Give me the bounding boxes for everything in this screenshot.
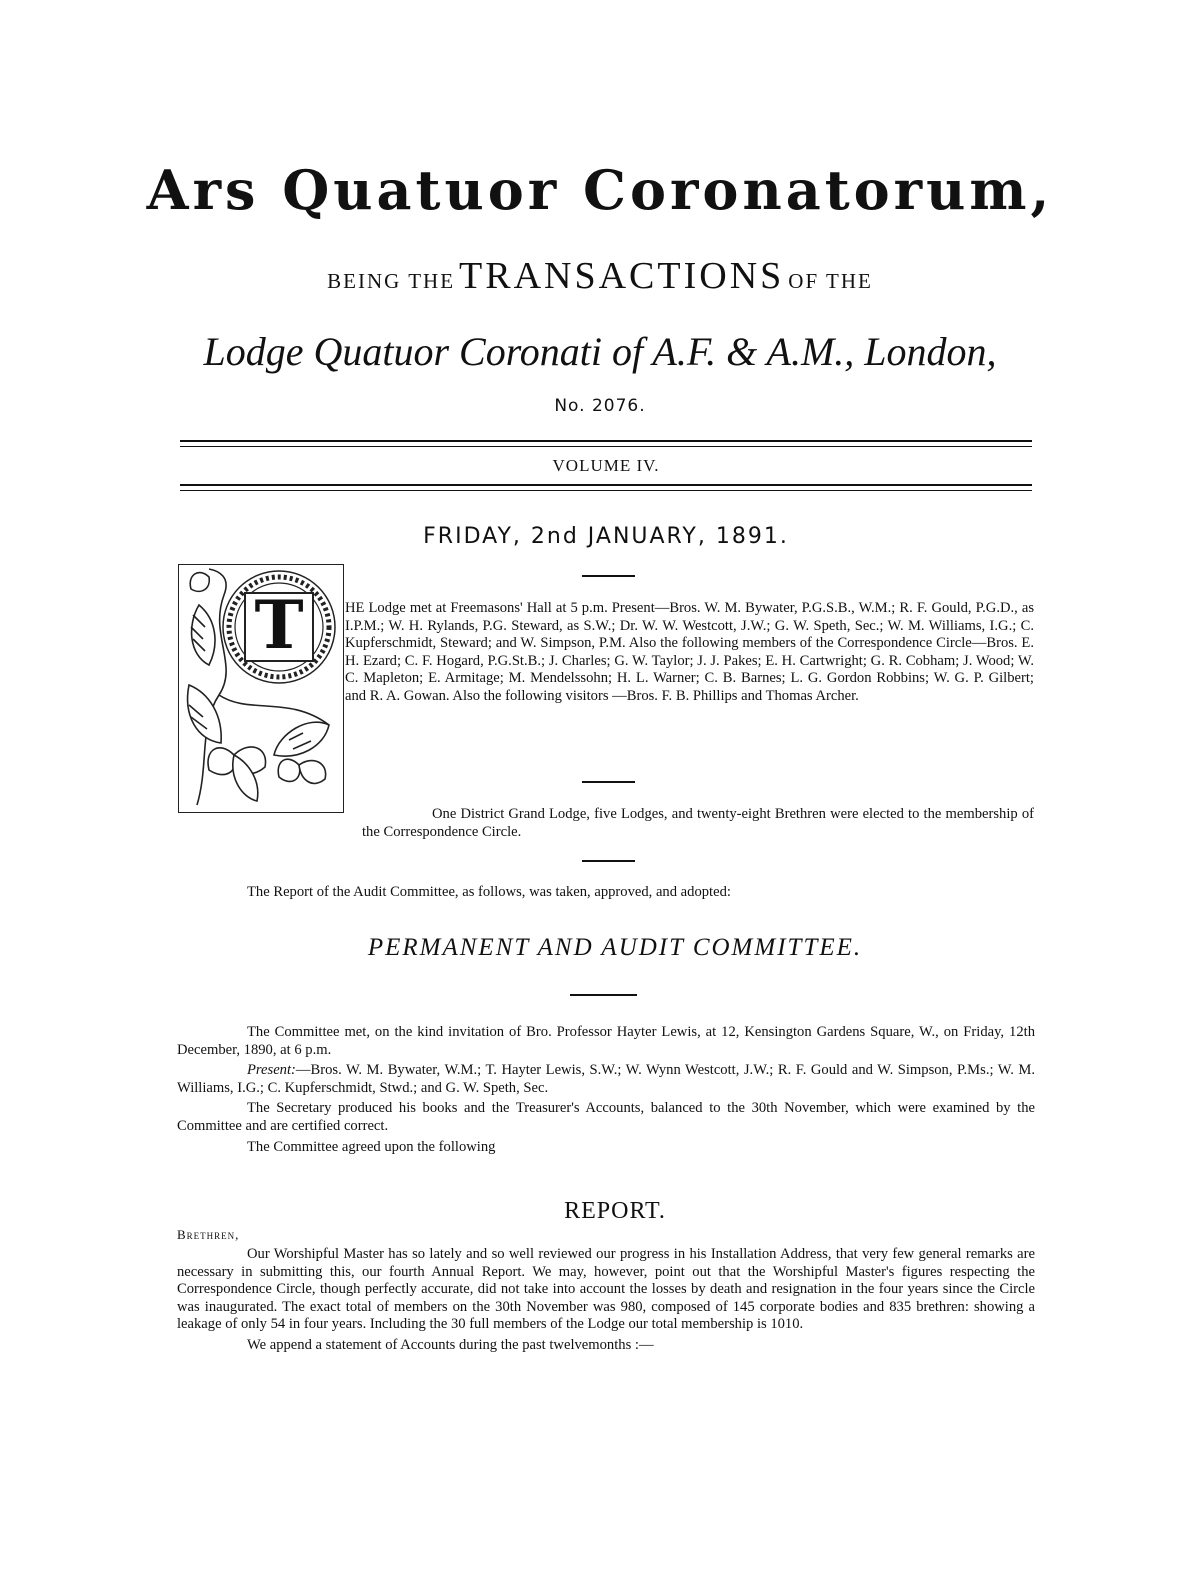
intro-paragraph: HE Lodge met at Freemasons' Hall at 5 p.m. Present—Bros. W. M. Bywater, P.G.S.B., W.M.; R. F. Gould, P.G.D., as I.P.M.; W. H. Rylands, P.G. Steward, as S.W.; Dr. W. W. Westcott, J.W.; G. W. Speth, Sec.; W. M. Williams, I.G.; C. Kupferschmidt, Steward; and W. Simpson, P.M. Also the following members of the Correspondence Circle—Bros. E. H. Ezard; C. F. Hogard, P.G.St.B.; J. Charles; G. W. Taylor; J. J. Pakes; E. H. Cartwright; G. R. Cobham; J. Wood; W. C. Mapleton; E. Armitage; M. Mendelssohn; H. L. Warner; C. B. Barnes; L. G. Gordon Robbins; W. G. P. Gilbert; and R. A. Gowan. Also the following visitors —Bros. F. B. Phillips and Thomas Archer.: [345, 600, 1034, 704]
divider-bottom: [180, 484, 1032, 491]
journal-title: Ars Quatuor Coronatorum,: [146, 158, 1054, 222]
committee-present-paragraph: [177, 1062, 1035, 1097]
short-rule: [582, 860, 635, 862]
agreed-paragraph: The Committee agreed upon the following: [247, 1139, 496, 1155]
initial-letter: T: [254, 586, 304, 664]
election-paragraph: One District Grand Lodge, five Lodges, and twenty-eight Brethren were elected to the membership of the Correspondence Circle.: [362, 806, 1034, 840]
short-rule: [570, 994, 637, 996]
subtitle-of-the: OF THE: [788, 269, 873, 293]
subtitle-being-the: BEING THE: [327, 269, 456, 293]
report-paragraph: Our Worshipful Master has so lately and so well reviewed our progress in his Installation Address, that very few general remarks are necessary in submitting this, our fourth Annual Report. We may, however, point out that the Worshipful Master's figures respecting the Correspondence Circle, though perfectly accurate, did not take into account the losses by death and resignation in the four years since the Circle was inaugurated. The exact total of members on the 30th November was 980, composed of 145 corporate bodies and 835 brethren: showing a leakage of only 54 in four years. Including the 30 full members of the Lodge our total membership is 1010.: [177, 1246, 1035, 1332]
short-rule: [582, 781, 635, 783]
report-section: [177, 1246, 1035, 1354]
lodge-number: No. 2076.: [554, 396, 646, 416]
committee-heading: PERMANENT AND AUDIT COMMITTEE.: [367, 934, 863, 961]
volume-label: VOLUME IV.: [552, 456, 660, 475]
present-label: Present:: [247, 1062, 296, 1078]
present-list: —Bros. W. M. Bywater, W.M.; T. Hayter Lewis, S.W.; W. Wynn Westcott, J.W.; R. F. Gould and W. Simpson, P.Ms.; W. M. Williams, I.G.; C. Kupferschmidt, Stwd.; and G. W. Speth, Sec.: [177, 1062, 1035, 1096]
meeting-date: FRIDAY, 2nd JANUARY, 1891.: [423, 524, 789, 549]
divider-top: [180, 440, 1032, 447]
committee-section: [177, 1024, 1035, 1157]
audit-intro: The Report of the Audit Committee, as follows, was taken, approved, and adopted:: [247, 884, 731, 900]
decorated-initial: [178, 564, 344, 813]
salutation: Brethren,: [177, 1227, 240, 1242]
subtitle: [140, 254, 1060, 298]
report-heading: REPORT.: [564, 1198, 666, 1224]
append-line: We append a statement of Accounts during the past twelvemonths :—: [247, 1336, 654, 1353]
subtitle-transactions: TRANSACTIONS: [459, 255, 785, 297]
secretary-paragraph: The Secretary produced his books and the Treasurer's Accounts, balanced to the 30th November, which were examined by the Committee and are certified correct.: [177, 1100, 1035, 1134]
lodge-name: Lodge Quatuor Coronati of A.F. & A.M., London,: [203, 329, 997, 374]
short-rule: [582, 575, 635, 577]
committee-met-paragraph: The Committee met, on the kind invitation of Bro. Professor Hayter Lewis, at 12, Kensington Gardens Square, W., on Friday, 12th December, 1890, at 6 p.m.: [177, 1024, 1035, 1058]
